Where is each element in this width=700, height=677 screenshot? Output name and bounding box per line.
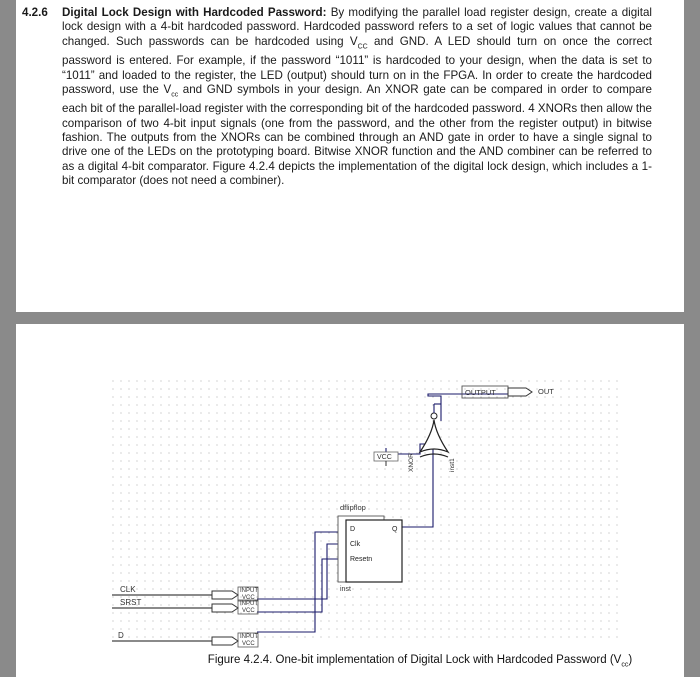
document-page-lower	[16, 324, 684, 677]
section-paragraph	[62, 6, 652, 188]
caption-end: )	[628, 654, 633, 666]
caption-text: Figure 4.2.4. One-bit implementation of Digital Lock with Hardcoded Password (V	[207, 654, 622, 666]
dff-inst: inst	[340, 586, 351, 593]
vcc-label: VCC	[377, 454, 392, 461]
figure-caption	[16, 654, 684, 668]
input-vcc-label-srst: VCC	[242, 608, 255, 614]
section-title: Digital Lock Design with Hardcoded Password:	[62, 6, 327, 19]
paragraph-part-2: and GND. A LED should turn on once the correct password is entered. For example, if the password “1011” is hardcoded to your design, when the data is set to “1011” and loaded to the register, the LED (output) should turn on in the FPGA. In order to create the hardcoded password, use the V	[62, 34, 652, 96]
input-box-label-clk: INPUT	[240, 588, 258, 594]
pin-label-srst: SRST	[120, 598, 142, 607]
vcc-subscript-1: CC	[357, 42, 368, 50]
paragraph-part-3: and GND symbols in your design. An XNOR gate can be compared in order to compare each bit of the parallel-load register with the corresponding bit of the hardcoded password. 4 XNORs then allow the comparison of two 4-bit input signals (one from the password, and the other from the register output) in bitwise fashion. The outputs from the XNORs can be combined through an AND gate in order to have a single signal to drive one of the LEDs on the prototyping board. Bitwise XNOR function and the AND combiner can be referred to as a digital 4-bit comparator. Figure 4.2.4 depicts the implementation of the digital lock design, which includes a 1-bit comparator (does not need a combiner).	[62, 82, 652, 187]
output-pin-label: OUT	[538, 387, 554, 396]
paragraph-part-1: By modifying the parallel load register design, create a digital lock design with a 4-bit hardcoded password. Hardcoded password refers to a set of logic values that cannot be changed. Such passwords can be hardcoded using V	[62, 6, 652, 48]
document-page-upper	[16, 0, 684, 312]
input-vcc-label-d: VCC	[242, 641, 255, 647]
dff-port-resetn: Resetn	[350, 556, 373, 563]
dff-port-clk: Clk	[350, 541, 361, 548]
pin-label-clk: CLK	[120, 585, 136, 594]
schematic-figure	[16, 324, 684, 664]
dff-port-d: D	[350, 526, 356, 533]
section-number: 4.2.6	[22, 6, 48, 19]
caption-subscript: cc	[621, 661, 629, 669]
input-box-label-d: INPUT	[240, 634, 258, 640]
output-box-label: OUTPUT	[465, 388, 496, 397]
dff-title: dflipflop	[340, 503, 366, 512]
input-box-label-srst: INPUT	[240, 601, 258, 607]
schematic-grid	[110, 380, 622, 642]
xnor-inst-label: inst1	[449, 458, 456, 472]
dff-port-q: Q	[392, 526, 398, 533]
section-4-2-6	[22, 6, 652, 188]
xnor-label: XNOR	[408, 453, 415, 472]
pin-label-d: D	[118, 631, 124, 640]
vcc-subscript-2: cc	[171, 91, 179, 99]
input-vcc-label-clk: VCC	[242, 595, 255, 601]
